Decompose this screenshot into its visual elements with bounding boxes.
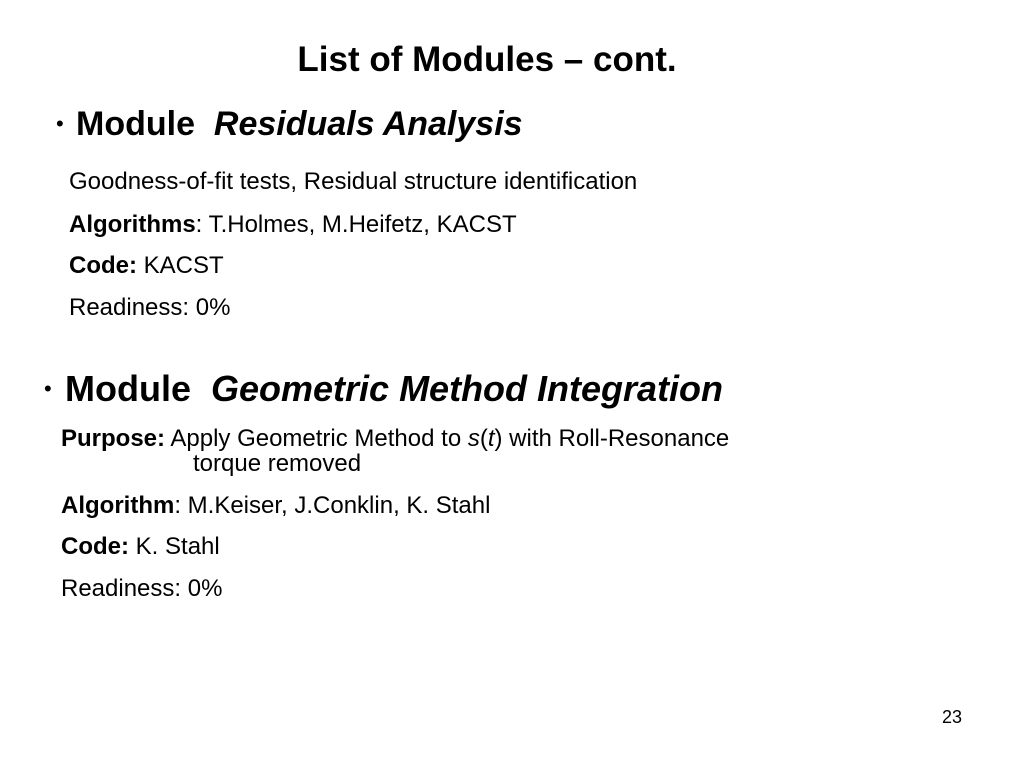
module-readiness: Readiness: 0% bbox=[61, 575, 223, 602]
module-readiness: Readiness: 0% bbox=[69, 294, 231, 321]
purpose-text: Apply Geometric Method to bbox=[165, 425, 468, 452]
code-value: K. Stahl bbox=[129, 533, 220, 560]
module-purpose-continuation: torque removed bbox=[193, 450, 362, 477]
code-value: KACST bbox=[137, 252, 224, 279]
purpose-label: Purpose: bbox=[61, 425, 166, 452]
purpose-variable-s: s bbox=[467, 425, 480, 452]
module-algorithms bbox=[69, 210, 517, 240]
code-label: Code: bbox=[61, 533, 129, 560]
bullet-icon: • bbox=[44, 376, 52, 401]
module-algorithm bbox=[61, 491, 490, 521]
module-label: Module bbox=[76, 105, 195, 143]
module-description: Goodness-of-fit tests, Residual structure identification bbox=[69, 168, 638, 195]
module-purpose bbox=[61, 424, 729, 454]
purpose-paren: ( bbox=[479, 425, 488, 452]
purpose-text-end: ) with Roll-Resonance bbox=[494, 425, 730, 452]
algorithms-label: Algorithms bbox=[69, 211, 196, 238]
slide-title: List of Modules – cont. bbox=[297, 40, 677, 79]
module-code bbox=[69, 251, 224, 281]
module-heading-residuals-analysis bbox=[56, 102, 523, 146]
module-name: Residuals Analysis bbox=[213, 105, 523, 143]
page-number: 23 bbox=[941, 707, 962, 727]
module-code bbox=[61, 532, 220, 562]
module-name: Geometric Method Integration bbox=[211, 368, 724, 409]
algorithm-value: : M.Keiser, J.Conklin, K. Stahl bbox=[174, 492, 491, 519]
module-heading-geometric-method-integration bbox=[44, 367, 723, 411]
module-label: Module bbox=[65, 368, 191, 409]
algorithms-value: : T.Holmes, M.Heifetz, KACST bbox=[195, 211, 517, 238]
algorithm-label: Algorithm bbox=[61, 492, 175, 519]
code-label: Code: bbox=[69, 252, 137, 279]
purpose-variable-t: t bbox=[487, 425, 495, 452]
bullet-icon: • bbox=[56, 111, 64, 136]
